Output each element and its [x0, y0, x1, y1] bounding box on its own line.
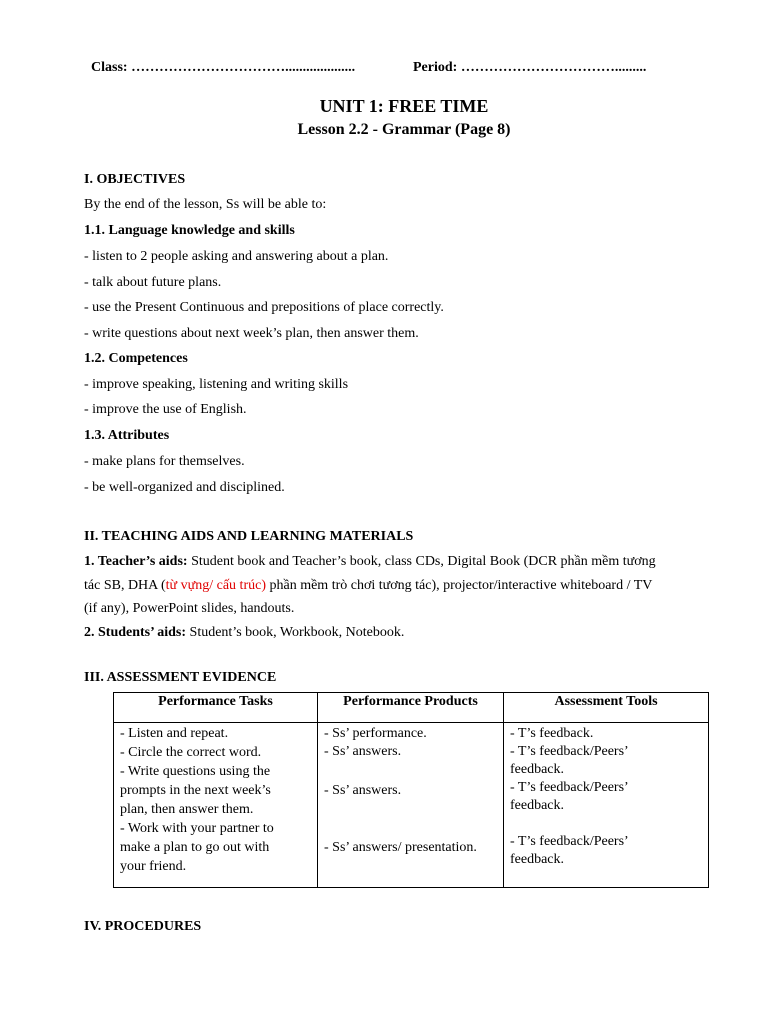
product-line: - Ss’ answers/ presentation.	[324, 840, 477, 855]
column-header-tools: Assessment Tools	[504, 693, 709, 723]
task-line: - Write questions using the	[120, 764, 271, 779]
class-label: Class:	[91, 60, 128, 75]
attributes-item: - be well-organized and disciplined.	[84, 480, 285, 495]
aids-heading: II. TEACHING AIDS AND LEARNING MATERIALS	[84, 529, 414, 544]
assessment-heading: III. ASSESSMENT EVIDENCE	[84, 670, 277, 685]
task-line: - Work with your partner to	[120, 821, 274, 836]
teacher-aids-line: (if any), PowerPoint slides, handouts.	[84, 601, 295, 616]
teacher-aids-label: 1. Teacher’s aids:	[84, 554, 188, 569]
task-line: make a plan to go out with	[120, 840, 270, 855]
objectives-intro: By the end of the lesson, Ss will be able to:	[84, 197, 327, 212]
objectives-heading: I. OBJECTIVES	[84, 172, 186, 187]
task-line: plan, then answer them.	[120, 802, 254, 817]
task-line: - Listen and repeat.	[120, 726, 229, 741]
task-line: your friend.	[120, 859, 187, 874]
table-row	[114, 723, 709, 888]
tool-line: feedback.	[510, 852, 565, 867]
knowledge-item: - use the Present Continuous and prepositions of place correctly.	[84, 300, 444, 315]
procedures-heading: IV. PROCEDURES	[84, 919, 202, 934]
product-line: - Ss’ answers.	[324, 744, 402, 759]
attributes-heading: 1.3. Attributes	[84, 428, 170, 443]
task-line: prompts in the next week’s	[120, 783, 271, 798]
teacher-aids-text: Student book and Teacher’s book, class CDs, Digital Book (DCR phần mềm tương	[187, 554, 656, 569]
tool-line: - T’s feedback/Peers’	[510, 780, 629, 795]
unit-title: UNIT 1: FREE TIME	[319, 96, 489, 116]
knowledge-heading: 1.1. Language knowledge and skills	[84, 223, 295, 238]
competences-item: - improve speaking, listening and writing skills	[84, 377, 349, 392]
column-header-products: Performance Products	[318, 693, 504, 723]
period-dots: …………………………….........	[460, 60, 647, 75]
competences-heading: 1.2. Competences	[84, 351, 188, 366]
assessment-table	[113, 692, 709, 888]
tool-line: feedback.	[510, 762, 565, 777]
products-cell	[318, 723, 504, 888]
students-aids-text: Student’s book, Workbook, Notebook.	[186, 625, 405, 640]
teacher-aids-line	[84, 553, 656, 571]
students-aids-line	[84, 624, 404, 642]
attributes-item: - make plans for themselves.	[84, 454, 245, 469]
period-field	[413, 60, 646, 76]
class-dots: ……………………………....................	[131, 60, 356, 75]
period-label: Period:	[413, 60, 458, 75]
product-line: - Ss’ performance.	[324, 726, 427, 741]
table-header-row	[114, 693, 709, 723]
product-line: - Ss’ answers.	[324, 783, 402, 798]
tool-line: - T’s feedback.	[510, 726, 594, 741]
tools-cell	[504, 723, 709, 888]
tool-line: - T’s feedback/Peers’	[510, 834, 629, 849]
competences-item: - improve the use of English.	[84, 402, 247, 417]
teacher-aids-line	[84, 577, 652, 595]
teacher-aids-text: tác SB, DHA (	[84, 578, 166, 593]
knowledge-item: - write questions about next week’s plan, then answer them.	[84, 326, 419, 341]
knowledge-item: - listen to 2 people asking and answering about a plan.	[84, 249, 389, 264]
students-aids-label: 2. Students’ aids:	[84, 625, 187, 640]
column-header-tasks: Performance Tasks	[114, 693, 318, 723]
knowledge-item: - talk about future plans.	[84, 275, 222, 290]
tool-line: - T’s feedback/Peers’	[510, 744, 629, 759]
teacher-aids-highlight: từ vựng/ cấu trúc)	[165, 578, 266, 593]
tasks-cell	[114, 723, 318, 888]
tool-line: feedback.	[510, 798, 565, 813]
task-line: - Circle the correct word.	[120, 745, 262, 760]
class-field	[91, 60, 355, 76]
teacher-aids-text: phần mềm trò chơi tương tác), projector/interactive whiteboard / TV	[265, 578, 653, 593]
lesson-subtitle: Lesson 2.2 - Grammar (Page 8)	[297, 121, 511, 138]
